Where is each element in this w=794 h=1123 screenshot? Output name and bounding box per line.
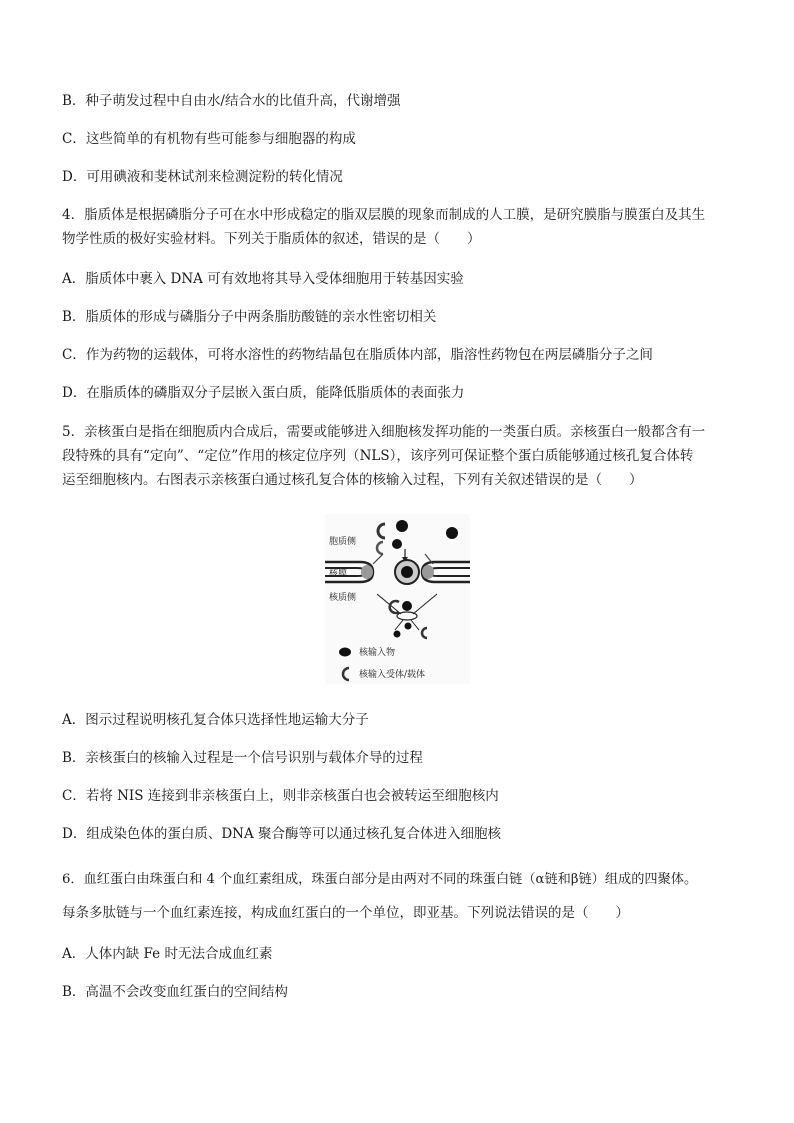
cargo-icon (396, 520, 408, 532)
q5-stem-line2: 段特殊的具有“定向”、“定位”作用的核定位序列（NLS），该序列可保证整个蛋白质能够通过核孔复合体转 (62, 448, 694, 464)
q4-option-a: A．脂质体中裹入 DNA 可有效地将其导入受体细胞用于转基因实验 (62, 271, 464, 287)
q4-option-c: C．作为药物的运载体，可将水溶性的药物结晶包在脂质体内部，脂溶性药物包在两层磷脂分子之间 (62, 347, 653, 363)
q5-option-d: D．组成染色体的蛋白质、DNA 聚合酶等可以通过核孔复合体进入细胞核 (62, 826, 501, 842)
q6-stem-line2: 每条多肽链与一个血红素连接，构成血红蛋白的一个单位，即亚基。下列说法错误的是（ ） (62, 905, 629, 921)
q3-option-b: B．种子萌发过程中自由水/结合水的比值升高，代谢增强 (62, 93, 401, 109)
legend-cargo-icon (339, 648, 351, 657)
q6-option-b: B．高温不会改变血红蛋白的空间结构 (62, 984, 288, 1000)
q5-stem-line1: 5．亲核蛋白是指在细胞质内合成后，需要或能够进入细胞核发挥功能的一类蛋白质。亲核蛋白一般都含有一 (62, 424, 706, 440)
q4-option-b: B．脂质体的形成与磷脂分子中两条脂肪酸链的亲水性密切相关 (62, 309, 437, 325)
nuclear-import-diagram (325, 514, 470, 684)
legend-receptor-label: 核输入受体/载体 (359, 670, 426, 680)
nuclear-import-figure (325, 514, 470, 684)
label-nucleoplasm-side: 核质侧 (329, 593, 357, 603)
q5-option-c: C．若将 NIS 连接到非亲核蛋白上，则非亲核蛋白也会被转运至细胞核内 (62, 788, 499, 804)
q3-option-c: C．这些简单的有机物有些可能参与细胞器的构成 (62, 131, 356, 147)
label-cytoplasm-side: 胞质侧 (329, 537, 357, 547)
label-nuclear-membrane: 核膜 (329, 569, 348, 579)
q4-option-d: D．在脂质体的磷脂双分子层嵌入蛋白质，能降低脂质体的表面张力 (62, 385, 465, 401)
q5-option-a: A．图示过程说明核孔复合体只选择性地运输大分子 (62, 712, 369, 728)
q3-option-d: D．可用碘液和斐林试剂来检测淀粉的转化情况 (62, 169, 343, 185)
legend-cargo-label: 核输入物 (359, 648, 396, 658)
q6-option-a: A．人体内缺 Fe 时无法合成血红素 (62, 946, 273, 962)
q4-stem-line2: 物学性质的极好实验材料。下列关于脂质体的叙述，错误的是（ ） (62, 231, 481, 247)
q5-option-b: B．亲核蛋白的核输入过程是一个信号识别与载体介导的过程 (62, 750, 423, 766)
cargo-icon (446, 527, 458, 539)
q5-stem-line3: 运至细胞核内。右图表示亲核蛋白通过核孔复合体的核输入过程，下列有关叙述错误的是（ ） (62, 472, 643, 488)
q4-stem-line1: 4．脂质体是根据磷脂分子可在水中形成稳定的脂双层膜的现象而制成的人工膜，是研究膜脂与膜蛋白及其生 (62, 207, 706, 223)
q6-stem-line1: 6．血红蛋白由珠蛋白和 4 个血红素组成，珠蛋白部分是由两对不同的珠蛋白链（α链和β链）组成的四聚体。 (62, 872, 698, 887)
